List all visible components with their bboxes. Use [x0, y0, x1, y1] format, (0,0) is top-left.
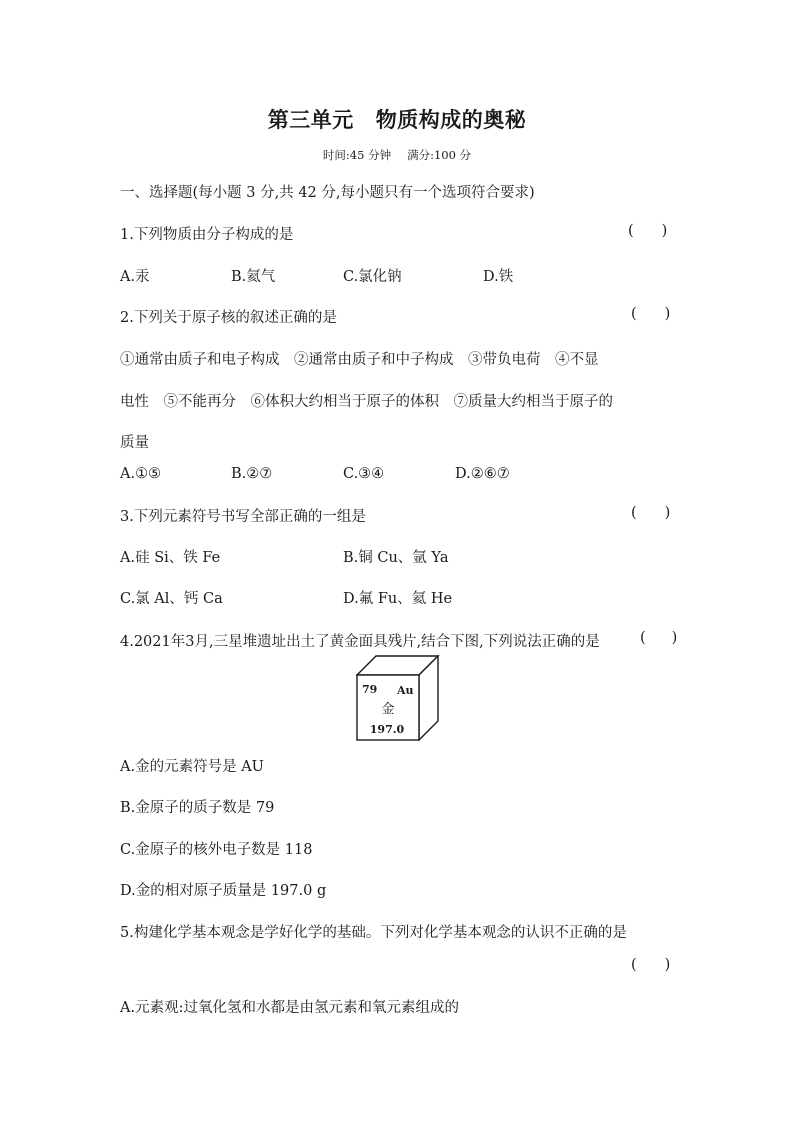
q3-option-b: B.铜 Cu、氩 Ya	[343, 550, 449, 566]
q4-option-d: D.金的相对原子质量是 197.0 g	[120, 883, 327, 899]
page-title	[0, 104, 794, 134]
title-topic: 物质构成的奥秘	[375, 107, 527, 132]
element-atomic-mass: 197.0	[369, 723, 405, 736]
element-name: 金	[381, 702, 395, 717]
q3-option-a: A.硅 Si、铁 Fe	[120, 550, 221, 566]
q1-option-c: C.氯化钠	[343, 269, 402, 285]
exam-time: 时间:45 分钟	[322, 148, 392, 162]
q2-option-d: D.②⑥⑦	[455, 466, 510, 482]
q3-stem: 3.下列元素符号书写全部正确的一组是	[120, 509, 366, 525]
q2-option-b: B.②⑦	[231, 466, 273, 482]
q1-option-a: A.汞	[120, 269, 150, 285]
element-cell-gold	[356, 655, 440, 741]
q5-option-a: A.元素观:过氧化氢和水都是由氢元素和氧元素组成的	[120, 1000, 459, 1016]
exam-info	[0, 147, 794, 163]
q2-option-c: C.③④	[343, 466, 385, 482]
q1-stem: 1.下列物质由分子构成的是	[120, 227, 294, 243]
q2-statements-line2: 电性 ⑤不能再分 ⑥体积大约相当于原子的体积 ⑦质量大约相当于原子的	[120, 394, 613, 410]
q4-option-b: B.金原子的质子数是 79	[120, 800, 275, 816]
q2-statements-line1: ①通常由质子和电子构成 ②通常由质子和中子构成 ③带负电荷 ④不显	[120, 352, 599, 368]
q1-option-b: B.氦气	[231, 269, 276, 285]
q5-answer-blank: ( )	[631, 957, 671, 973]
q4-option-a: A.金的元素符号是 AU	[120, 759, 264, 775]
q1-answer-blank: ( )	[628, 223, 668, 239]
q2-stem: 2.下列关于原子核的叙述正确的是	[120, 310, 337, 326]
q5-stem: 5.构建化学基本观念是学好化学的基础。下列对化学基本观念的认识不正确的是	[120, 925, 627, 941]
exam-score: 满分:100 分	[407, 148, 472, 162]
title-unit: 第三单元	[267, 107, 354, 132]
element-cube-figure	[356, 655, 440, 741]
element-symbol: Au	[397, 684, 414, 697]
q4-stem: 4.2021年3月,三星堆遗址出土了黄金面具残片,结合下图,下列说法正确的是	[120, 634, 600, 650]
q3-option-d: D.氟 Fu、氦 He	[343, 591, 453, 607]
q2-option-a: A.①⑤	[120, 466, 162, 482]
q2-answer-blank: ( )	[631, 306, 671, 322]
q3-option-c: C.氯 Al、钙 Ca	[120, 591, 223, 607]
q3-answer-blank: ( )	[631, 505, 671, 521]
q1-option-d: D.铁	[483, 269, 514, 285]
element-atomic-number: 79	[362, 683, 378, 696]
q4-answer-blank: ( )	[640, 630, 678, 646]
section-heading: 一、选择题(每小题 3 分,共 42 分,每小题只有一个选项符合要求)	[120, 185, 535, 201]
q4-option-c: C.金原子的核外电子数是 118	[120, 842, 313, 858]
q2-statements-line3: 质量	[120, 435, 149, 451]
